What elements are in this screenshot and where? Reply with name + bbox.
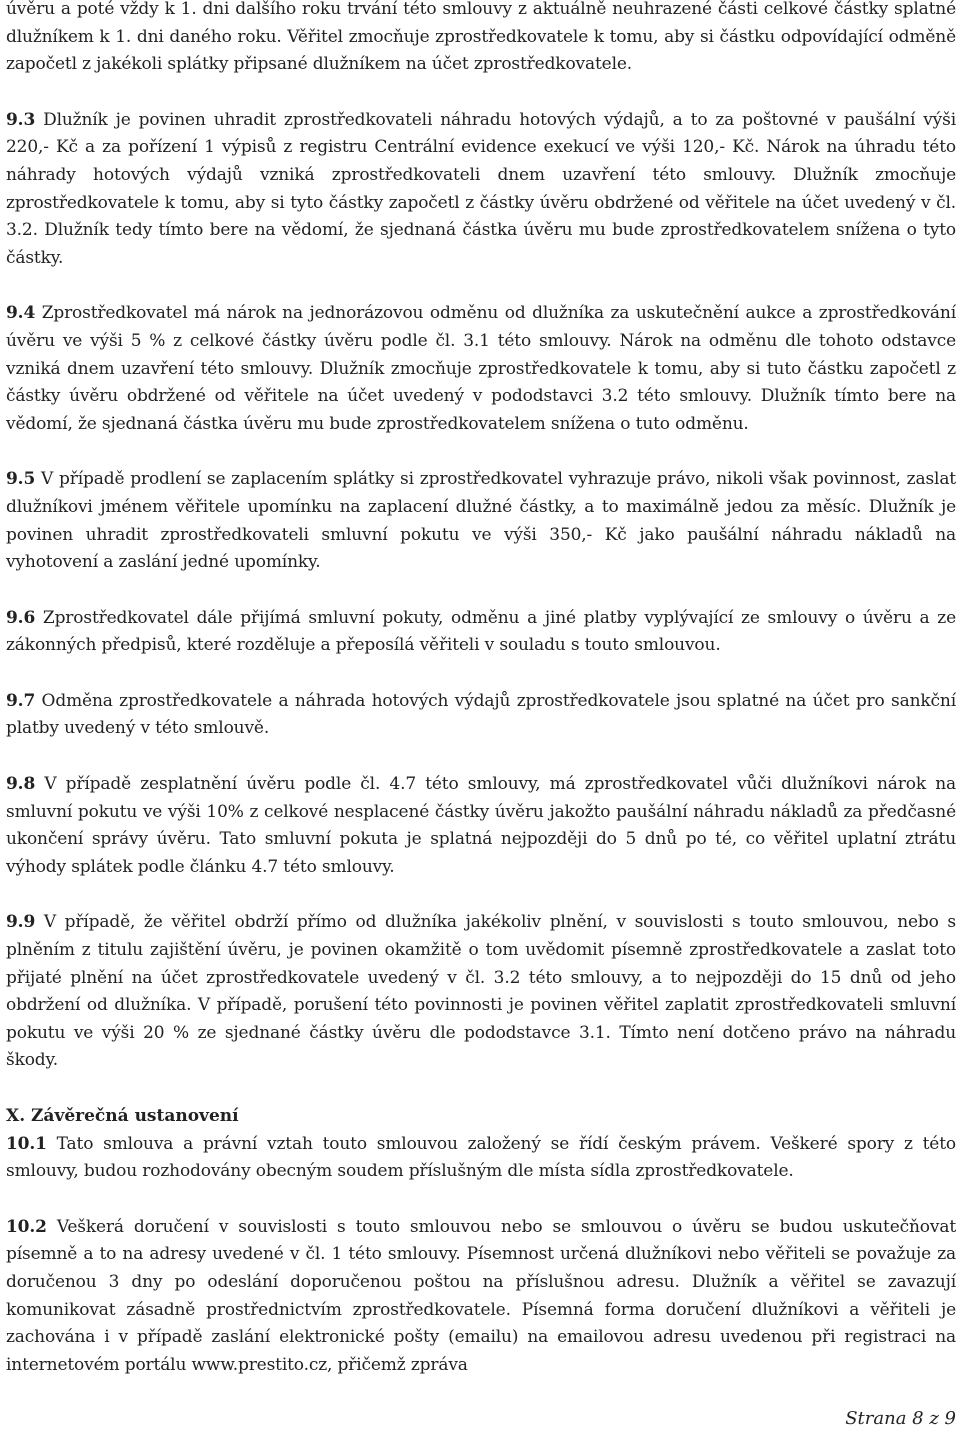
paragraph-9-3 bbox=[6, 107, 956, 273]
paragraph-9-6 bbox=[6, 605, 956, 660]
paragraph-text: Tato smlouva a právní vztah touto smlouvou založený se řídí českým právem. Veškeré spory z této smlouvy, budou rozhodovány obecným soudem příslušným dle místa sídla zprostředkovatele. bbox=[6, 1133, 956, 1182]
paragraph-text: Zprostředkovatel dále přijímá smluvní pokuty, odměnu a jiné platby vyplývající ze smlouvy o úvěru a ze zákonných předpisů, které rozděluje a přeposílá věřiteli v souladu s touto smlouvou. bbox=[6, 607, 956, 656]
section-heading: X. Závěrečná ustanovení bbox=[6, 1106, 239, 1126]
paragraph-number: 9.4 bbox=[6, 303, 36, 324]
paragraph-number: 10.1 bbox=[6, 1133, 47, 1154]
paragraph-10-2 bbox=[6, 1214, 956, 1380]
page-number-footer: Strana 8 z 9 bbox=[845, 1408, 956, 1429]
paragraph-number: 9.6 bbox=[6, 607, 36, 628]
paragraph-text: Odměna zprostředkovatele a náhrada hotových výdajů zprostředkovatele jsou splatné na účet pro sankční platby uvedený v této smlouvě. bbox=[6, 690, 956, 739]
paragraph-text: V případě, že věřitel obdrží přímo od dlužníka jakékoliv plnění, v souvislosti s touto smlouvou, nebo s plněním z titulu zajištění úvěru, je povinen okamžitě o tom uvědomit písemně zprostředkovatele a zaslat toto přijaté plnění na účet zprostředkovatele uvedený v čl. 3.2 této smlouvy, a to nejpozději do 15 dnů od jeho obdržení od dlužníka. V případě, porušení této povinnosti je povinen věřitel zaplatit zprostředkovateli smluvní pokutu ve výši 20 % ze sjednané částky úvěru dle pododstavce 3.1. Tímto není dotčeno právo na náhradu škody. bbox=[6, 912, 956, 1071]
paragraph-text: Dlužník je povinen uhradit zprostředkovateli náhradu hotových výdajů, a to za poštovné v paušální výši 220,- Kč a za pořízení 1 výpisů z registru Centrální evidence exekucí ve výši 120,- Kč. Nárok na úhradu této náhrady hotových výdajů vzniká zprostředkovateli dnem uzavření této smlouvy. Dlužník zmocňuje zprostředkovatele k tomu, aby si tyto částky započetl z částky úvěru obdržené od věřitele na účet uvedený v čl. 3.2. Dlužník tedy tímto bere na vědomí, že sjednaná částka úvěru mu bude zprostředkovatelem snížena o tyto částky. bbox=[6, 109, 956, 268]
paragraph-number: 9.5 bbox=[6, 469, 36, 490]
paragraph-text: úvěru a poté vždy k 1. dni dalšího roku trvání této smlouvy z aktuálně neuhrazené části celkové částky splatné dlužníkem k 1. dni daného roku. Věřitel zmocňuje zprostředkovatele k tomu, aby si částku odpovídající odměně započetl z jakékoli splátky připsané dlužníkem na účet zprostředkovatele. bbox=[6, 0, 956, 75]
paragraph-number: 9.7 bbox=[6, 690, 36, 711]
paragraph-text: V případě zesplatnění úvěru podle čl. 4.7 této smlouvy, má zprostředkovatel vůči dlužníkovi nárok na smluvní pokutu ve výši 10% z celkové nesplacené částky úvěru jakožto paušální náhradu nákladů za předčasné ukončení správy úvěru. Tato smluvní pokuta je splatná nejpozději do 5 dnů po té, co věřitel uplatní ztrátu výhody splátek podle článku 4.7 této smlouvy. bbox=[6, 774, 956, 877]
paragraph-9-7 bbox=[6, 688, 956, 743]
paragraph-number: 9.8 bbox=[6, 774, 36, 795]
paragraph-number: 9.9 bbox=[6, 912, 36, 933]
document-page bbox=[6, 0, 956, 1379]
paragraph-number: 9.3 bbox=[6, 109, 36, 130]
paragraph-9-8 bbox=[6, 771, 956, 881]
paragraph-text: V případě prodlení se zaplacením splátky si zprostředkovatel vyhrazuje právo, nikoli však povinnost, zaslat dlužníkovi jménem věřitele upomínku na zaplacení dlužné částky, a to maximálně jedou za měsíc. Dlužník je povinen uhradit zprostředkovateli smluvní pokutu ve výši 350,- Kč jako paušální náhradu nákladů na vyhotovení a zaslání jedné upomínky. bbox=[6, 469, 956, 573]
paragraph-10-1 bbox=[6, 1131, 956, 1186]
paragraph-text: Zprostředkovatel má nárok na jednorázovou odměnu od dlužníka za uskutečnění aukce a zprostředkování úvěru ve výši 5 % z celkové částky úvěru podle čl. 3.1 této smlouvy. Nárok na odměnu dle tohoto odstavce vzniká dnem uzavření této smlouvy. Dlužník zmocňuje zprostředkovatele k tomu, aby si tuto částku započetl z částky úvěru obdržené od věřitele na účet uvedený v pododstavci 3.2 této smlouvy. Dlužník tímto bere na vědomí, že sjednaná částka úvěru mu bude zprostředkovatelem snížena o tuto odměnu. bbox=[6, 303, 956, 434]
paragraph-9-9 bbox=[6, 909, 956, 1075]
paragraph-continuation bbox=[6, 0, 956, 79]
paragraph-text: Veškerá doručení v souvislosti s touto smlouvou nebo se smlouvou o úvěru se budou uskutečňovat písemně a to na adresy uvedené v čl. 1 této smlouvy. Písemnost určená dlužníkovi nebo věřiteli se považuje za doručenou 3 dny po odeslání doporučenou poštou na příslušnou adresu. Dlužník a věřitel se zavazují komunikovat zásadně prostřednictvím zprostředkovatele. Písemná forma doručení dlužníkovi a věřiteli je zachována i v případě zaslání elektronické pošty (emailu) na emailovou adresu uvedenou při registraci na internetovém portálu www.prestito.cz, přičemž zpráva bbox=[6, 1216, 956, 1375]
paragraph-number: 10.2 bbox=[6, 1216, 47, 1237]
paragraph-9-4 bbox=[6, 300, 956, 438]
paragraph-9-5 bbox=[6, 466, 956, 576]
